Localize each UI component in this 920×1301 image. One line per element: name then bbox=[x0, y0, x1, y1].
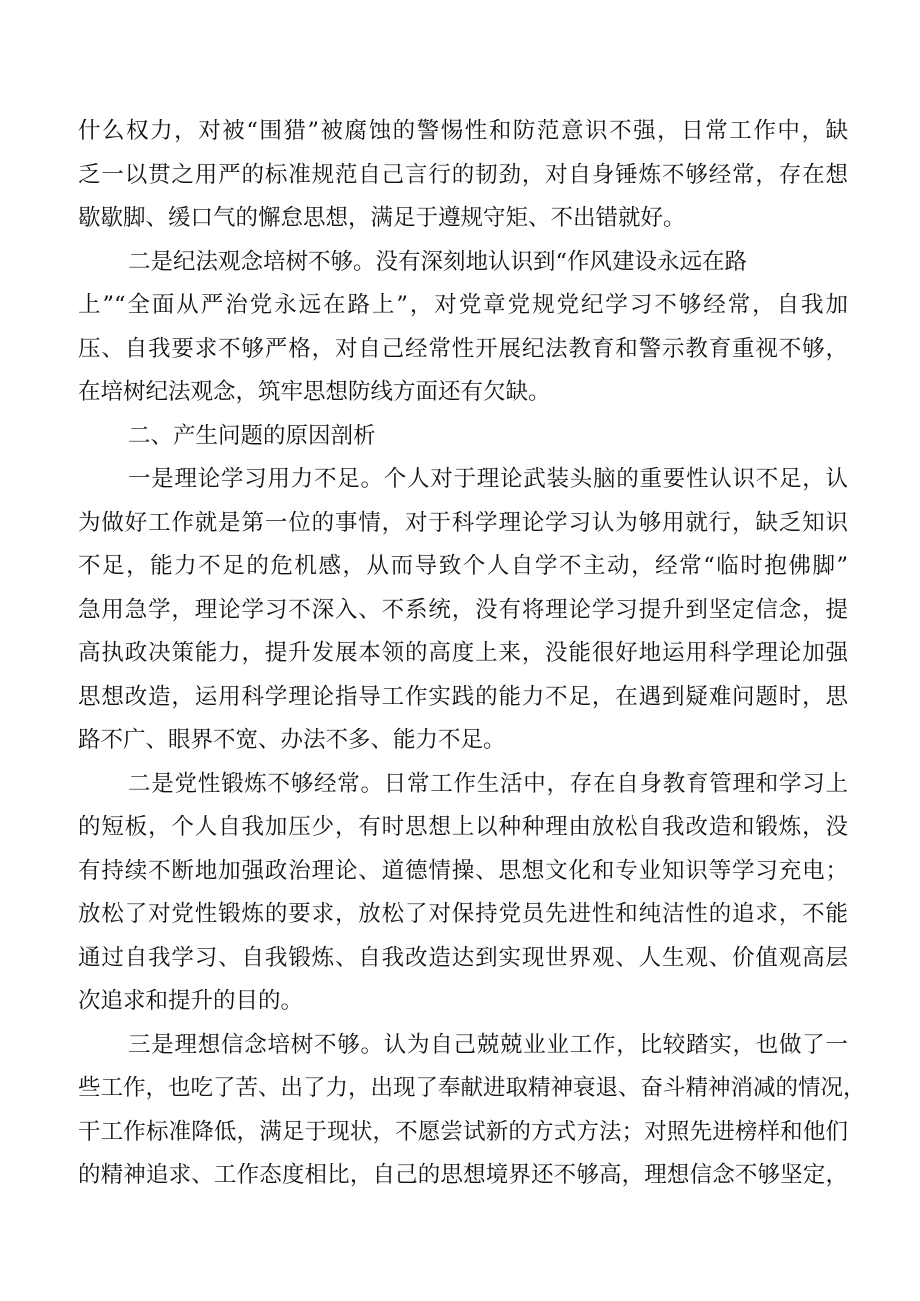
text-line: 上”“全面从严治党永远在路上”，对党章党规党纪学习不够经常，自我加 bbox=[78, 292, 848, 318]
text-line: 思想改造，运用科学理论指导工作实践的能力不足，在遇到疑难问题时，思 bbox=[78, 684, 848, 710]
text-line: 压、自我要求不够严格，对自己经常性开展纪法教育和警示教育重视不够， bbox=[78, 336, 848, 362]
text-line: 乏一以贯之用严的标准规范自己言行的韧劲，对自身锤炼不够经常，存在想 bbox=[78, 162, 848, 188]
text-line: 高执政决策能力，提升发展本领的高度上来，没能很好地运用科学理论加强 bbox=[78, 640, 848, 666]
text-line: 的精神追求、工作态度相比，自己的思想境界还不够高，理想信念不够坚定， bbox=[78, 1162, 848, 1188]
section-heading: 二、产生问题的原因剖析 bbox=[128, 423, 376, 449]
text-line: 通过自我学习、自我锻炼、自我改造达到实现世界观、人生观、价值观高层 bbox=[78, 945, 848, 971]
text-line: 有持续不断地加强政治理论、道德情操、思想文化和专业知识等学习充电； bbox=[78, 858, 848, 884]
text-line: 什么权力，对被“围猎”被腐蚀的警惕性和防范意识不强，日常工作中，缺 bbox=[78, 118, 848, 144]
text-line: 干工作标准降低，满足于现状，不愿尝试新的方式方法；对照先进榜样和他们 bbox=[78, 1119, 848, 1145]
text-line: 不足，能力不足的危机感，从而导致个人自学不主动，经常“临时抱佛脚” bbox=[78, 553, 848, 579]
text-line: 为做好工作就是第一位的事情，对于科学理论学习认为够用就行，缺乏知识 bbox=[78, 510, 848, 536]
text-line: 次追求和提升的目的。 bbox=[78, 988, 304, 1014]
text-line: 路不广、眼界不宽、办法不多、能力不足。 bbox=[78, 727, 506, 753]
paragraph-start-line: 三是理想信念培树不够。认为自己兢兢业业工作，比较踏实，也做了一 bbox=[128, 1032, 848, 1058]
paragraph-start-line: 一是理论学习用力不足。个人对于理论武装头脑的重要性认识不足，认 bbox=[128, 466, 848, 492]
text-line: 歇歇脚、缓口气的懈怠思想，满足于遵规守矩、不出错就好。 bbox=[78, 205, 686, 231]
text-line: 些工作，也吃了苦、出了力，出现了奉献进取精神衰退、奋斗精神消减的情况， bbox=[78, 1075, 866, 1101]
paragraph-start-line: 二是纪法观念培树不够。没有深刻地认识到“作风建设永远在路 bbox=[128, 249, 748, 275]
paragraph-start-line: 二是党性锻炼不够经常。日常工作生活中，存在自身教育管理和学习上 bbox=[128, 771, 848, 797]
text-line: 的短板，个人自我加压少，有时思想上以种种理由放松自我改造和锻炼，没 bbox=[78, 814, 848, 840]
text-line: 急用急学，理论学习不深入、不系统，没有将理论学习提升到坚定信念，提 bbox=[78, 597, 848, 623]
text-line: 在培树纪法观念，筑牢思想防线方面还有欠缺。 bbox=[78, 379, 551, 405]
text-line: 放松了对党性锻炼的要求，放松了对保持党员先进性和纯洁性的追求，不能 bbox=[78, 901, 848, 927]
